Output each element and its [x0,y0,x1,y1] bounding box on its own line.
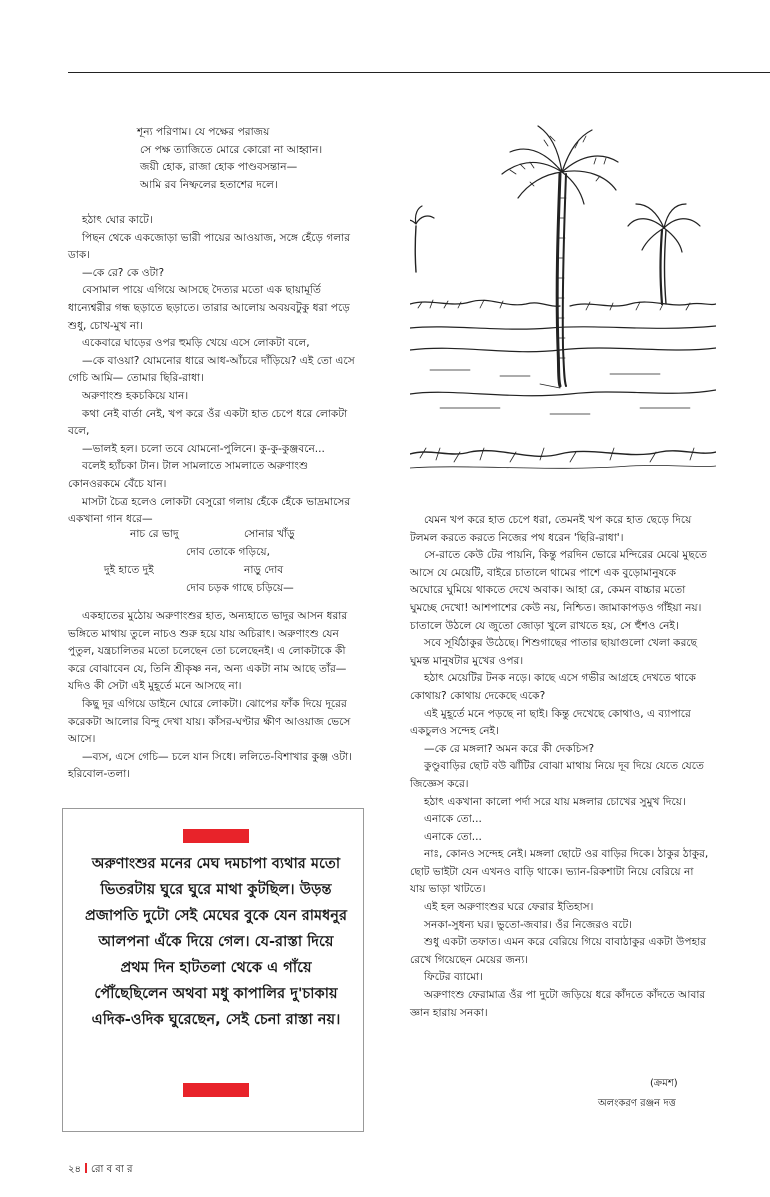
paragraph: হঠাৎ ঘোর কাটে। [82,214,153,226]
paragraph: যেমন খপ করে হাত চেপে ধরা, তেমনই খপ করে হাত ছেড়ে দিয়ে টলমল করতে করতে নিজের পথ ধরেন 'ছিরি-রাধা'। [410,514,692,544]
paragraph: —ভালই হল। চলো তবে যোমনো-পুলিনে। কু-কু-কুঞ্জবনে... [82,442,325,455]
left-column-b [68,608,358,784]
paragraph: অরুণাংশু হকচকিয়ে যান। [82,389,189,402]
poem-line: সে পক্ষ ত্যাজিতে মোরে কোরো না আহ্বান। [140,143,323,156]
paragraph: কিছু দূর এগিয়ে ডাইনে ঘোরে লোকটা। ঝোপের ফাঁক দিয়ে দূরের করেকটা আলোর বিন্দু দেখা যায়। কাঁসর-ঘণ্টার ক্ষীণ আওয়াজ ভেসে আসে। [68,697,351,746]
song-line: নাচ রে ভাদু [130,528,179,540]
paragraph: —কে বাওয়া? যোমনোর ধারে আধ-আঁচরে দাঁড়িয়ে? এই তো এসে গেচি আমি— তোমার ছিরি-রাধা। [68,354,355,385]
paragraph: হঠাৎ মেয়েটির টনক নড়ে। কাছে এসে গভীর আগ্রহে দেখতে থাকে কোথায়? কোথায় দেকেছে একে? [410,672,696,702]
paragraph: পিছন থেকে একজোড়া ভারী পায়ের আওয়াজ, সঙ্গে হেঁড়ে গলার ডাক। [68,231,351,262]
continued-label: (ক্রমশ) [650,1078,678,1089]
page-number: ২৪ [68,1164,81,1175]
song-line: দুই হাতে দুই [104,564,154,576]
page-footer [68,1162,133,1179]
paragraph: ফিটের ব্যামো। [424,971,484,984]
magazine-name: রো ব বা র [91,1164,133,1175]
right-column [410,512,710,1022]
song-line: সোনার খাঁড়ু [244,528,295,540]
song [68,526,358,598]
paragraph: এই হল অরুণাংশুর ঘরে ফেরার ইতিহাস। [424,901,594,914]
paragraph: একেবারে ঘাড়ের ওপর হুমড়ি খেয়ে এসে লোকটা বলে, [82,337,310,350]
paragraph: কথা নেই বার্তা নেই, খপ করে ওঁর একটা হাত চেপে ধরে লোকটা বলে, [68,407,348,438]
poem-line: আমি রব নিষ্ফলের হতাশের দলে। [140,178,278,191]
paragraph: অরুণাংশু ফেরামাত্র ওঁর পা দুটো জড়িয়ে ধরে কাঁদতে কাঁদতে আবার জ্ঞান হারায় সনকা। [410,989,706,1019]
paragraph: সবে সূর্যিঠাকুর উঠেছে। শিশুগাছের পাতার ছায়াগুলো খেলা করছে ঘুমন্ত মানুষটার মুখের ওপর। [410,637,698,667]
top-rule [68,72,770,73]
song-line: নাড়ু দোব [244,564,284,576]
pull-quote-bar-top [183,829,249,843]
paragraph: এনাকে তো... [424,813,482,826]
poem-line: জয়ী হোক, রাজা হোক পাণ্ডবসন্তান— [140,161,298,174]
pull-quote-bar-bottom [183,1083,249,1097]
paragraph: সে-রাতে কেউ টের পায়নি, কিন্তু পরদিন ভোরে মন্দিরের মেঝে মুছতে আসে যে মেয়েটি, বাইরে চাতালে থামের পাশে এক বুড়োমানুষকে অঘোরে ঘুমিয়ে থাকতে দেখে অবাক। আহা রে, কেমন বাচ্চার মতো ঘুমচ্ছে দেখো! আশপাশের কেউ নয়, নিশ্চিত। জামাকাপড়ও গাঁইয়া নয়। চাতালে উঠলে যে জুতো জোড়া খুলে রাখতে হয়, সে হুঁশও নেই। [410,549,707,632]
paragraph: এই মুহূর্তে মনে পড়ছে না ছাই। কিন্তু দেখেছে কোথাও, এ ব্যাপারে একচুলও সন্দেহ নেই। [410,707,691,738]
paragraph: —ব্যস, এসে গেচি— চলে যান সিধে। ললিতে-বিশাখার কুঞ্জ ওটা। হরিবোল-তলা। [68,750,353,781]
poem-line: শূন্য পরিণাম। যে পক্ষের পরাজয় [137,126,270,138]
pull-quote-box [62,808,364,1132]
paragraph: মাসটা চৈত্র হলেও লোকটা বেসুরো গলায় হেঁকে হেঁকে ভাদ্রমাসের একখানা গান ধরে— [68,495,351,526]
paragraph: —কে রে? কে ওটা? [82,266,165,279]
paragraph: শুধু একটা তফাত। এমন করে বেরিয়ে গিয়ে বাবাঠাকুর একটা উপহার রেখে গিয়েছেন মেয়ের জন্য। [410,936,707,966]
footer-separator [85,1163,87,1173]
paragraph: হঠাৎ একখানা কালো পর্দা সরে যায় মঙ্গলার চোখের সুমুখ দিয়ে। [424,795,686,808]
poem [137,124,323,194]
palm-trees-illustration [410,118,716,490]
paragraph: একহাতের মুঠোয় অরুণাংশুর হাত, অন্যহাতে ভাদুর আসন ধরার ভঙ্গিতে মাথায় তুলে নাচও শুরু হয়ে যায় অচিরাৎ। অরুণাংশু যেন পুতুল, যন্ত্রচালিতর মতো চলেছেন তো চলেছেনই। এ লোকটাকে কী করে বোঝাবেন যে, তিনি শ্রীকৃষ্ণ নন, অন্য একটা নাম আছে তাঁর— যদিও কী সেটা এই মুহূর্তে মনে আসছে না। [68,610,348,693]
paragraph: সনকা-সুধন্য ঘর। ভুতো-জবার। ওঁর নিজেরও বটে। [424,918,633,931]
paragraph: নাঃ, কোনও সন্দেহ নেই। মঙ্গলা ছোটে ওর বাড়ির দিকে। ঠাকুর ঠাকুর, ছোট ভাইটা যেন এখনও বাড়ি থাকে। ভ্যান-রিকশাটা নিয়ে বেরিয়ে না যায় ভাড়া খাটতে। [410,848,709,896]
paragraph: কুণ্ডুবাড়ির ছোট বউ ঝাঁটির বোঝা মাথায় নিয়ে দূব দিয়ে যেতে যেতে জিজ্ঞেস করে। [410,760,704,790]
song-line: দোব তোকে গড়িয়ে, [186,546,270,558]
illustration-credit: অলংকরণ রঞ্জন দত্ত [598,1098,676,1109]
paragraph: বেসামাল পায়ে এগিয়ে আসছে দৈত্যর মতো এক ছায়ামূর্তি ধান্যেশ্বরীর গন্ধ ছড়াতে ছড়াতে। তারার আলোয় অবয়বটুকু ধরা পড়ে শুধু, চোখ-মুখ না। [68,284,350,332]
paragraph: —কে রে মঙ্গলা? অমন করে কী দেকচিস? [424,742,595,755]
pull-quote-text: অরুণাংশুর মনের মেঘ দমচাপা ব্যথার মতো ভিতরটায় ঘুরে ঘুরে মাথা কুটছিল। উড়ন্ত প্রজাপতি দুটো সেই মেঘের বুকে যেন রামধনুর আলপনা এঁকে দিয়ে গেল। যে-রাস্তা দিয়ে প্রথম দিন হাটতলা থেকে এ গাঁয়ে পৌঁছেছিলেন অথবা মধু কাপালির দু'চাকায় এদিক-ওদিক ঘুরেছেন, সেই চেনা রাস্তা নয়। [85,855,348,1028]
paragraph: এনাকে তো... [424,830,482,843]
song-line: দোব চড়ক গাছে চড়িয়ে— [186,582,294,594]
paragraph: বলেই হ্যাঁচকা টান। টাল সামলাতে সামলাতে অরুণাংশু কোনওরকমে বেঁচে যান। [68,460,309,490]
left-column-a [68,212,358,529]
